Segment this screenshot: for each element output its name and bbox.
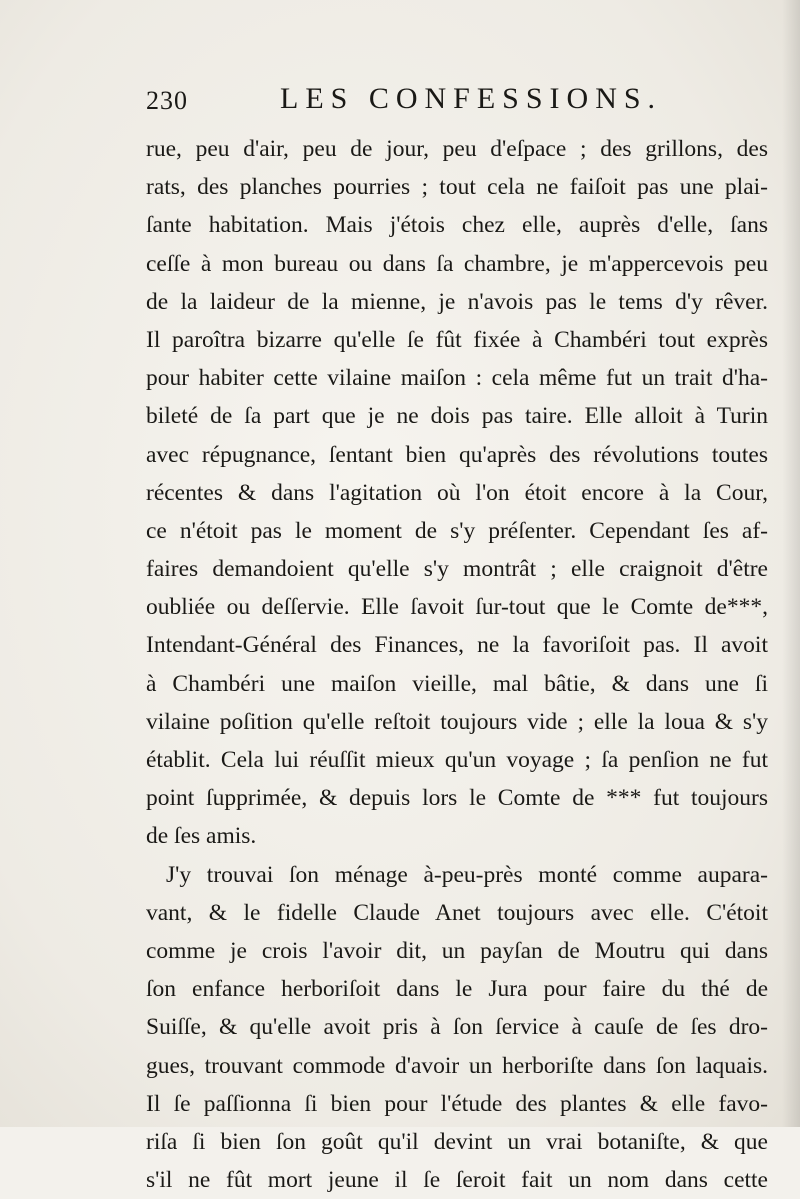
text-line: récentes & dans l'agitation où l'on étoit encore à la Cour, xyxy=(146,479,768,506)
text-line: comme je crois l'avoir dit, un payſan de Moutru qui dans xyxy=(146,937,768,964)
running-title: LES CONFESSIONS. xyxy=(280,82,663,115)
text-line: riſa ſi bien ſon goût qu'il devint un vrai botaniſte, & que xyxy=(146,1128,768,1155)
text-line: à Chambéri une maiſon vieille, mal bâtie, & dans une ſi xyxy=(146,670,768,697)
page-header xyxy=(146,80,686,120)
text-line: de la laideur de la mienne, je n'avois pas le tems d'y rêver. xyxy=(146,288,768,315)
text-line: Intendant-Général des Finances, ne la favoriſoit pas. Il avoit xyxy=(146,632,768,659)
text-line: vant, & le fidelle Claude Anet toujours avec elle. C'étoit xyxy=(146,899,768,926)
text-line: établit. Cela lui réuſſit mieux qu'un voyage ; ſa penſion ne fut xyxy=(146,747,768,773)
text-line: vilaine poſition qu'elle reſtoit toujours vide ; elle la loua & s'y xyxy=(146,708,768,735)
body-text xyxy=(146,130,768,1199)
text-line: gues, trouvant commode d'avoir un herboriſte dans ſon laquais. xyxy=(146,1052,768,1079)
text-line-paragraph-start: J'y trouvai ſon ménage à-peu-près monté comme aupara- xyxy=(166,861,768,888)
text-line: bileté de ſa part que je ne dois pas taire. Elle alloit à Turin xyxy=(146,403,768,430)
text-line: rats, des planches pourries ; tout cela ne faiſoit pas une plai- xyxy=(146,174,768,201)
text-line: faires demandoient qu'elle s'y montrât ; elle craignoit d'être xyxy=(146,556,768,583)
text-line: pour habiter cette vilaine maiſon : cela même fut un trait d'ha- xyxy=(146,365,768,392)
text-line: Il paroîtra bizarre qu'elle ſe fût fixée à Chambéri tout exprès xyxy=(146,326,768,353)
text-line: Suiſſe, & qu'elle avoit pris à ſon ſervice à cauſe de ſes dro- xyxy=(146,1014,768,1041)
page-edge-shadow xyxy=(782,0,800,1127)
text-line: ſante habitation. Mais j'étois chez elle, auprès d'elle, ſans xyxy=(146,212,768,239)
text-line: s'il ne fût mort jeune il ſe ſeroit fait un nom dans cette xyxy=(146,1167,768,1194)
text-line: ſon enfance herboriſoit dans le Jura pour faire du thé de xyxy=(146,976,768,1003)
text-line: oubliée ou deſſervie. Elle ſavoit ſur-tout que le Comte de***, xyxy=(146,594,768,621)
text-line: ceſſe à mon bureau ou dans ſa chambre, je m'appercevois peu xyxy=(146,250,768,277)
page-number: 230 xyxy=(146,86,188,115)
text-line: ce n'étoit pas le moment de s'y préſenter. Cependant ſes af- xyxy=(146,517,768,544)
text-line: rue, peu d'air, peu de jour, peu d'eſpace ; des grillons, des xyxy=(146,136,768,162)
text-line: point ſupprimée, & depuis lors le Comte de *** fut toujours xyxy=(146,785,768,812)
text-line: Il ſe paſſionna ſi bien pour l'étude des plantes & elle favo- xyxy=(146,1090,768,1117)
text-line: avec répugnance, ſentant bien qu'après des révolutions toutes xyxy=(146,441,768,468)
text-line-paragraph-end: de ſes amis. xyxy=(146,823,257,850)
